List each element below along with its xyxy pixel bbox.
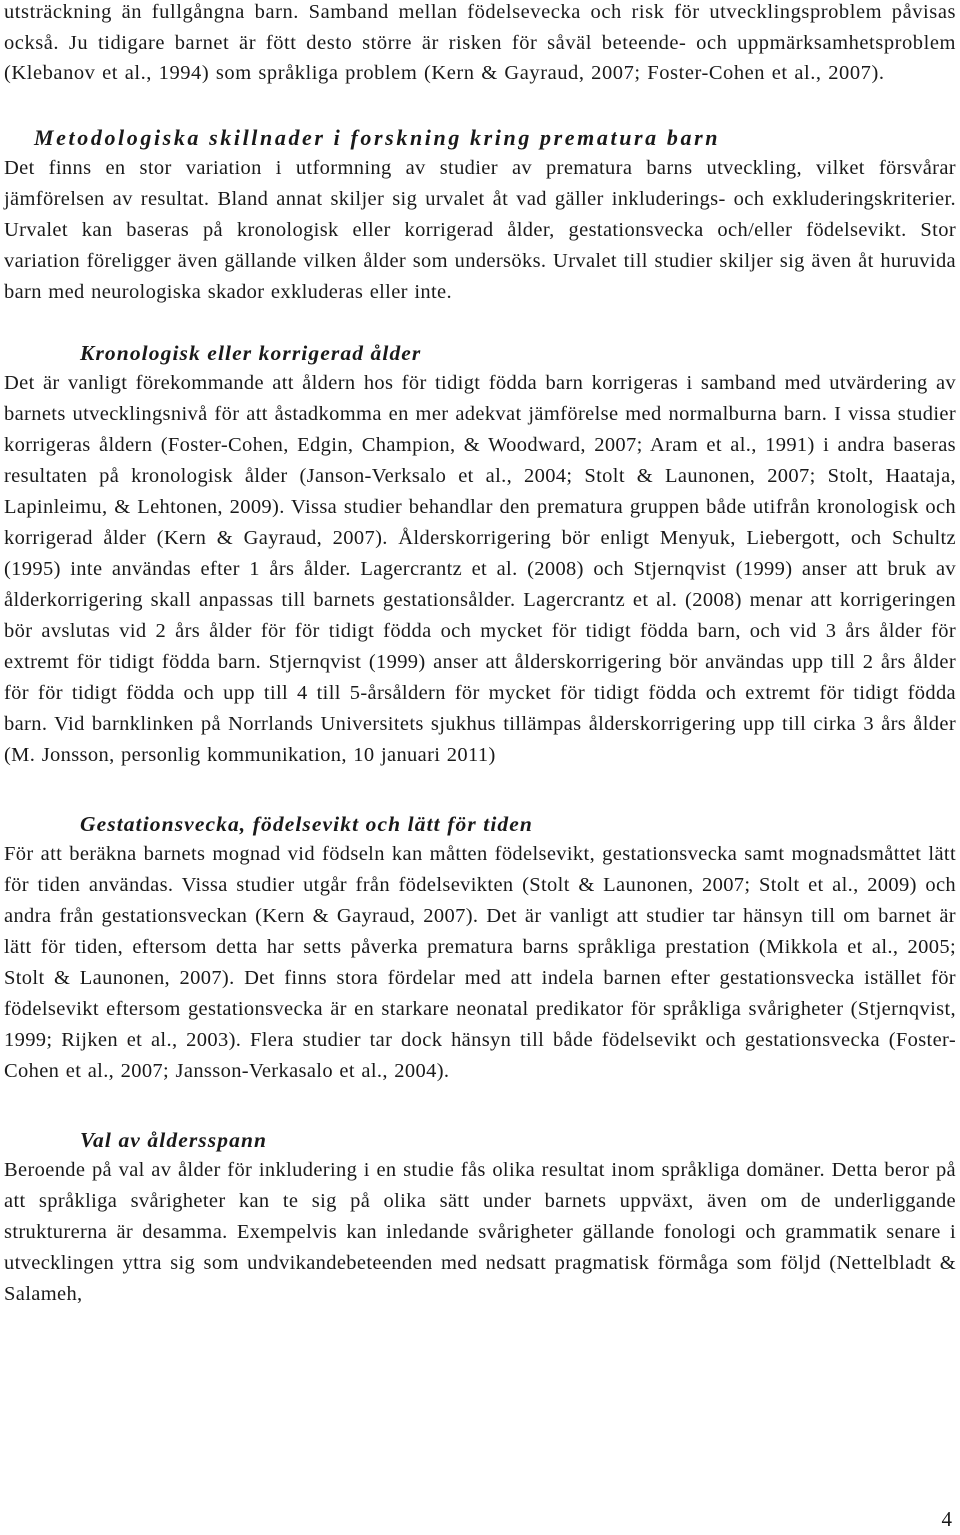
section-paragraph-val-av-aldersspann: Beroende på val av ålder för inkludering i en studie fås olika resultat inom språkliga domäner. Detta beror på att språkliga svårigheter kan te sig på olika sätt under barnets uppväxt, även om de underliggande strukturerna är desamma. Exempelvis kan inledande svårigheter gällande fonologi och grammatik senare i utvecklingen yttra sig som undvikandebeteenden med nedsatt pragmatisk förmåga som följd (Nettelbladt & Salameh, [4, 1158, 956, 1305]
section-heading-val-av-aldersspann: Val av åldersspann [80, 1127, 268, 1152]
page-number: 4 [941, 1507, 952, 1531]
section-paragraph-gestationsvecka: För att beräkna barnets mognad vid födseln kan måtten födelsevikt, gestationsvecka samt mognadsmåttet lätt för tiden användas. Vissa studier utgår från födelsevikten (Stolt & Launonen, 2007; Stolt et al., 2009) och andra från gestationsveckan (Kern & Gayraud, 2007). Det är vanligt att studier tar hänsyn till om barnet är lätt för tiden, eftersom detta har setts påverka prematura barns språkliga prestation (Mikkola et al., 2005; Stolt & Launonen, 2007). Det finns stora fördelar med att indela barnen efter gestationsvecka istället för födelsevikt eftersom gestationsvecka är en starkare neonatal predikator för språkliga svårigheter (Stjernqvist, 1999; Rijken et al., 2003). Flera studier tar dock hänsyn till både födelsevikt och gestationsvecka (Foster-Cohen et al., 2007; Jansson-Verkasalo et al., 2004). [4, 842, 956, 1082]
section-heading-kronologisk-alder: Kronologisk eller korrigerad ålder [80, 340, 422, 365]
section-heading-gestationsvecka: Gestationsvecka, födelsevikt och lätt för tiden [80, 811, 533, 836]
section-paragraph-kronologisk-alder: Det är vanligt förekommande att åldern hos för tidigt födda barn korrigeras i samband med utvärdering av barnets utvecklingsnivå för att åstadkomma en mer adekvat jämförelse med normalburna barn. I vissa studier korrigeras åldern (Foster-Cohen, Edgin, Champion, & Woodward, 2007; Aram et al., 1991) i andra baseras resultaten på kronologisk ålder (Janson-Verksalo et al., 2004; Stolt & Launonen, 2007; Stolt, Haataja, Lapinleimu, & Lehtonen, 2009). Vissa studier behandlar den prematura gruppen både utifrån kronologisk och korrigerad ålder (Kern & Gayraud, 2007). Ålderskorrigering bör enligt Menyuk, Liebergott, och Schultz (1995) inte användas efter 1 års ålder. Lagercrantz et al. (2008) och Stjernqvist (1999) anser att bruk av ålderkorrigering skall anpassas till barnets gestationsålder. Lagercrantz et al. (2008) menar att korrigeringen bör avslutas vid 2 års ålder för för tidigt födda och mycket för tidigt födda barn, och vid 3 års ålder för extremt för tidigt födda barn. Stjernqvist (1999) anser att ålderskorrigering bör användas upp till 2 års ålder för för tidigt födda och upp till 4 till 5-årsåldern för mycket för tidigt födda och extremt för tidigt födda barn. Vid barnklinken på Norrlands Universitets sjukhus tillämpas ålderskorrigering upp till cirka 3 års ålder (M. Jonsson, personlig kommunikation, 10 januari 2011) [4, 371, 956, 766]
document-page [4, 0, 956, 1310]
section-heading-metodologiska-skillnader: Metodologiska skillnader i forskning kring prematura barn [34, 124, 721, 150]
intro-paragraph: utsträckning än fullgångna barn. Samband mellan födelsevecka och risk för utvecklingsproblem påvisas också. Ju tidigare barnet är fött desto större är risken för såväl beteende- och uppmärksamhetsproblem (Klebanov et al., 1994) som språkliga problem (Kern & Gayraud, 2007; Foster-Cohen et al., 2007). [4, 1, 956, 84]
section-paragraph-metodologiska-skillnader: Det finns en stor variation i utformning av studier av prematura barns utveckling, vilket försvårar jämförelsen av resultat. Bland annat skiljer sig urvalet åt vad gäller inkluderings- och exkluderingskriterier. Urvalet kan baseras på kronologisk eller korrigerad ålder, gestationsvecka och/eller födelsevikt. Stor variation föreligger även gällande vilken ålder som undersöks. Urvalet till studier skiljer sig även åt huruvida barn med neurologiska skador exkluderas eller inte. [4, 156, 956, 303]
